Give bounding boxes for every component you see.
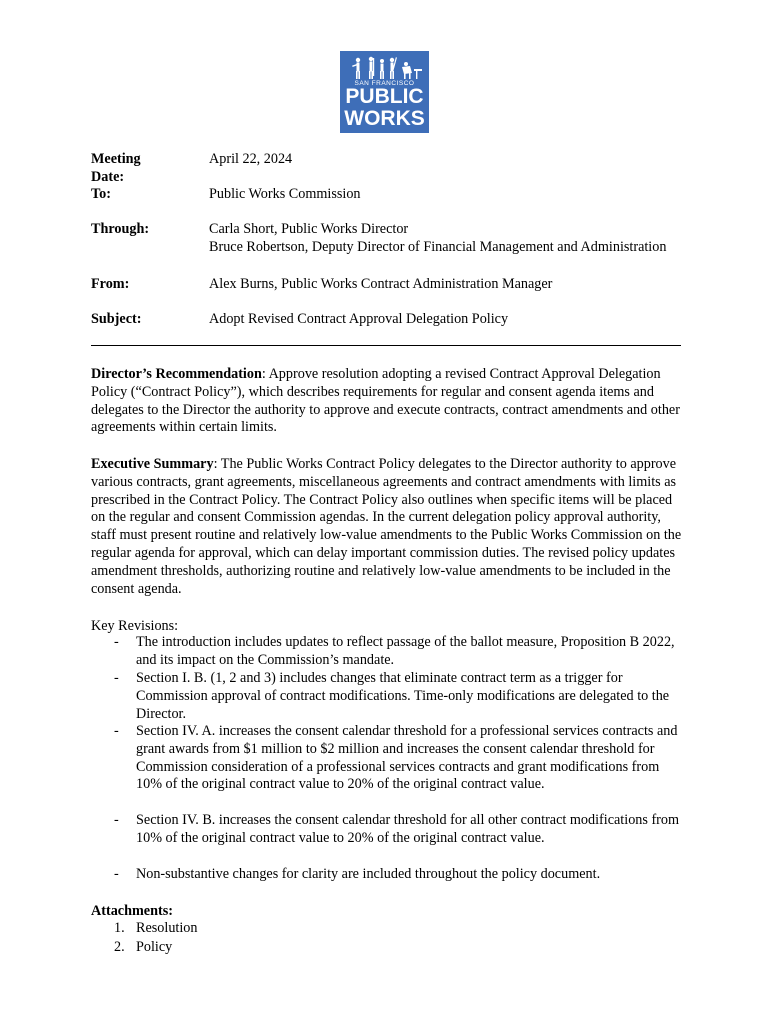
recommendation-text: : Approve resolution adopting a revised Contract Approval Delegation Policy (“Contract Policy”), which describes requirements for regular and consent agenda items and delegates to the Director the authority to approve and execute contracts, contract amendments and other agreements within certain limits. [91,366,680,436]
logo-public-text: PUBLIC [345,85,424,108]
logo-works-text: WORKS [344,107,425,130]
recommendation-label: Director’s Recommendation [91,366,262,382]
workers-silhouette-icon [344,55,425,81]
key-revisions-title: Key Revisions: [91,618,179,634]
summary-label: Executive Summary [91,456,214,472]
revision-item: - Section IV. B. increases the consent calendar threshold for all other contract modifications from 10% of the original contract value to 20% of the original contract value. [114,812,680,846]
to-label: To [91,186,107,202]
attachment-item: 1. Resolution [114,920,198,936]
summary-text: : The Public Works Contract Policy delegates to the Director authority to approve various contracts, grant agreements, miscellaneous agreements and contract amendments with limits as prescribed in the Contract Policy. The Contract Policy also outlines when specific items will be placed on the regular and consent Commission agendas. In the current delegation policy approval authority, staff must present routine and relatively low-value amendments to the Public Works Commission on the regular agenda for approval, which can delay important commission duties. The revised policy updates amendment thresholds, authorizing routine and relatively low-value amendments to be included in the consent agenda. [91,456,682,597]
through-label: Through [91,221,145,237]
public-works-logo [340,51,429,133]
subject-value: Adopt Revised Contract Approval Delegation Policy [209,311,509,327]
logo-city-text: SAN FRANCISCO [354,80,415,87]
revision-item: - Section I. B. (1, 2 and 3) includes changes that eliminate contract term as a trigger for Commission approval of contract modifications. Time-only modifications are delegated to the Director. [114,670,670,722]
through-value: Carla Short, Public Works Director [209,221,409,237]
summary-paragraph [91,456,683,598]
through-value-2: Bruce Robertson, Deputy Director of Financial Management and Administration [209,239,667,255]
to-value: Public Works Commission [209,186,361,202]
meeting-date-value: April 22, 2024 [209,151,293,167]
subject-label: Subject [91,311,137,327]
recommendation-paragraph [91,366,683,437]
attachments-title: Attachments: [91,903,173,919]
from-value: Alex Burns, Public Works Contract Administration Manager [209,276,553,292]
revision-item: - Non-substantive changes for clarity are included throughout the policy document. [114,866,601,882]
attachment-item: 2. Policy [114,939,173,955]
from-label: From [91,276,125,292]
header-divider [91,345,681,346]
revision-item: - The introduction includes updates to reflect passage of the ballot measure, Proposition B 2022, and its impact on the Commission’s mandate. [114,634,675,668]
revision-item: - Section IV. A. increases the consent calendar threshold for a professional services contracts and grant awards from $1 million to $2 million and increases the consent calendar threshold for Commission consideration of a professional services contracts and grant modifications from 10% of the original contract value to 20% of the original contract value. [114,723,678,793]
meeting-date-label: Meeting Date [91,151,141,185]
